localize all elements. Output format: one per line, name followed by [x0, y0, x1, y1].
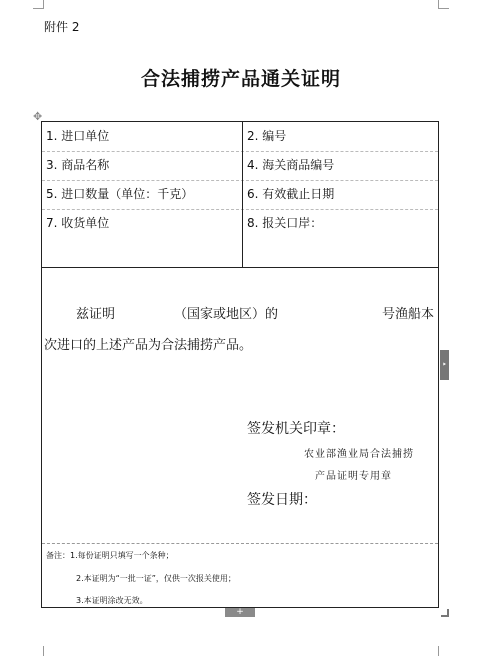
table-resize-handle-icon[interactable] — [441, 609, 449, 617]
attachment-label: 附件 2 — [44, 20, 80, 34]
table-move-handle-icon[interactable]: ✥ — [33, 110, 43, 123]
add-column-handle-icon[interactable]: ‣ — [440, 350, 449, 380]
page-corner-mark-top-left — [33, 0, 44, 9]
field-import-unit[interactable]: 1. 进口单位 — [46, 129, 110, 143]
issuing-authority-seal-label: 签发机关印章： — [247, 421, 345, 437]
page-corner-mark-top-right — [438, 0, 449, 9]
field-consignee[interactable]: 7. 收货单位 — [46, 216, 110, 230]
field-customs-code[interactable]: 4. 海关商品编号 — [242, 151, 438, 180]
notes-divider — [42, 543, 438, 544]
statement-part-vessel: 号渔船本 — [382, 307, 435, 322]
field-import-quantity[interactable]: 5. 进口数量（单位：千克） — [46, 187, 194, 201]
add-row-handle-icon[interactable]: + — [225, 608, 255, 617]
note-item-2: 2.本证明为“一批一证”，仅供一次报关使用； — [76, 574, 236, 583]
note-item-3: 3.本证明涂改无效。 — [76, 596, 148, 605]
field-expiry-date[interactable]: 6. 有效截止日期 — [242, 180, 438, 209]
seal-text-line1: 农业部渔业局合法捕捞 — [304, 449, 414, 460]
field-customs-port[interactable]: 8. 报关口岸： — [242, 209, 438, 238]
page-corner-mark-bottom-left — [33, 646, 44, 656]
certificate-form-table — [41, 121, 439, 608]
certificate-statement-line2[interactable]: 次进口的上述产品为合法捕捞产品。 — [44, 338, 253, 353]
issue-date-label: 签发日期： — [247, 492, 317, 508]
statement-part-certify: 兹证明 — [76, 307, 116, 322]
field-serial-number[interactable]: 2. 编号 — [242, 122, 438, 151]
note-item-1: 备注：1.每份证明只填写一个条种； — [46, 551, 174, 560]
section-divider — [42, 267, 438, 268]
table-row — [42, 122, 438, 151]
field-product-name[interactable]: 3. 商品名称 — [46, 158, 110, 172]
table-row — [42, 180, 438, 209]
page-corner-mark-bottom-right — [438, 646, 449, 656]
table-row — [42, 151, 438, 180]
document-title: 合法捕捞产品通关证明 — [140, 68, 341, 90]
table-row — [42, 209, 438, 238]
certificate-statement-line1[interactable] — [42, 303, 438, 323]
seal-text-line2: 产品证明专用章 — [315, 471, 392, 482]
statement-part-country: （国家或地区）的 — [174, 307, 279, 322]
